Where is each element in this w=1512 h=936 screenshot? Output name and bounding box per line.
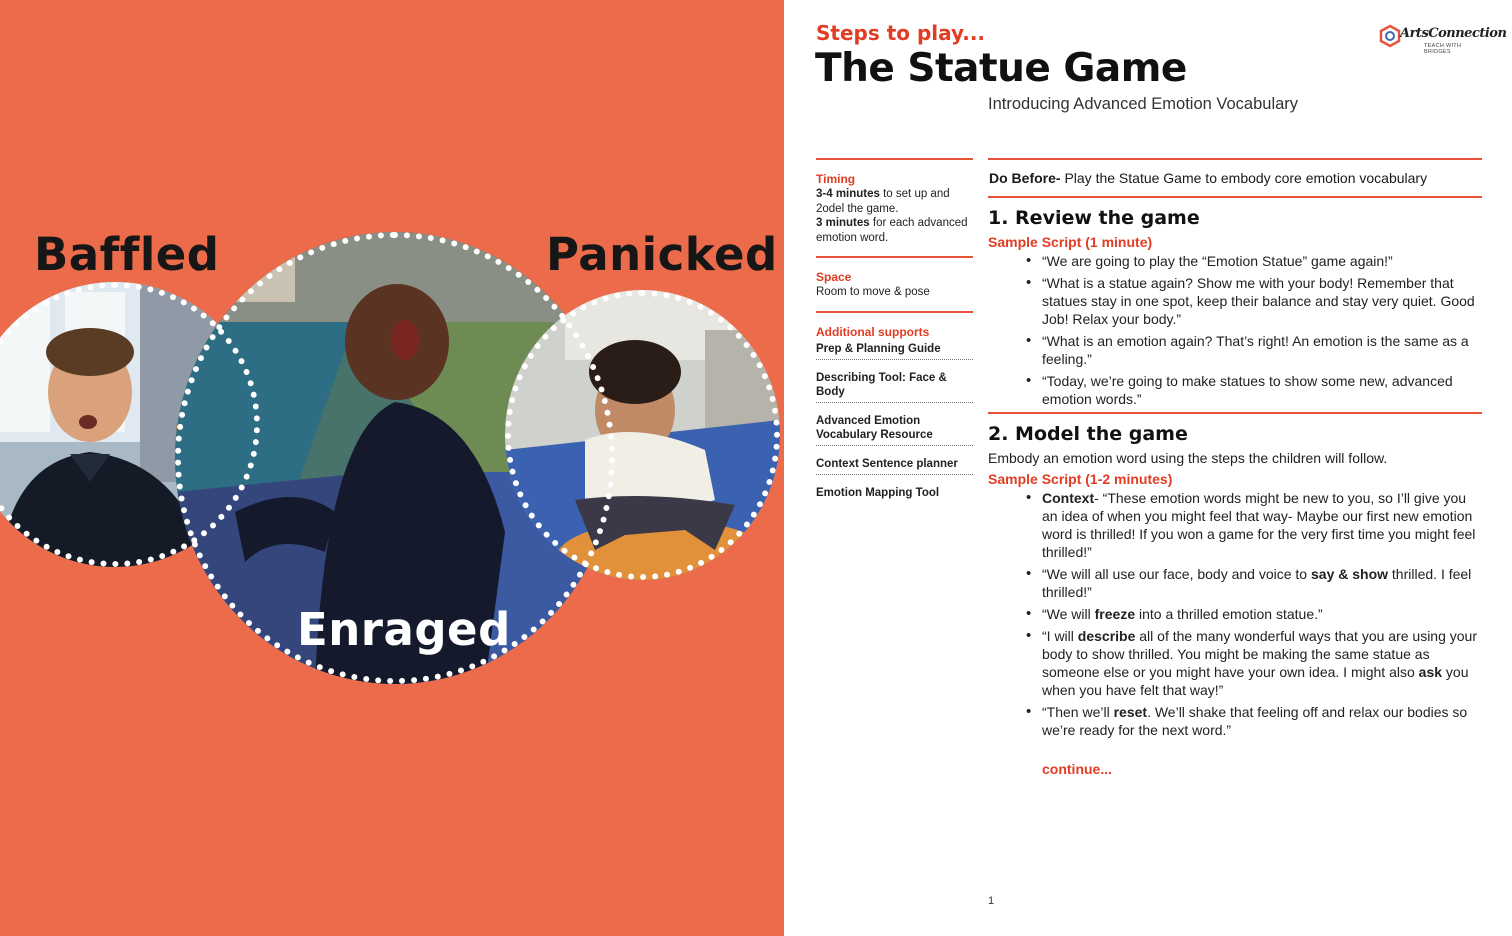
continue-link[interactable]: continue... — [1042, 761, 1112, 777]
bullet-text: - “These emotion words might be new to you, so I’ll give you an idea of when you might feel that way- Maybe our first new emotion word is thrilled! If you won a game for the very first time you might feel thrilled!” — [1042, 490, 1476, 560]
bullet-strong: ask — [1418, 664, 1443, 680]
page-title: The Statue Game — [815, 46, 1187, 91]
section-review-bullets — [1026, 252, 1482, 408]
link-emotion-mapping-tool[interactable]: Emotion Mapping Tool — [816, 486, 940, 499]
bullet-text: thrilled. I feel thrilled!” — [1042, 566, 1472, 600]
link-advanced-emotion-resource[interactable]: Advanced Emotion Vocabulary Resource — [816, 412, 973, 446]
space-block — [816, 256, 973, 311]
kicker-text: Steps to play... — [816, 21, 986, 45]
timing-label: Timing — [816, 172, 856, 186]
emotion-word-panicked: Panicked — [546, 228, 778, 281]
sidebar — [816, 158, 973, 523]
list-item: • “What is a statue again? Show me with your body! Remember that statues stay in one spot, keep their balance and stay very quiet. Good Job! Relax your body.” — [1026, 274, 1482, 328]
bullet-strong: describe — [1077, 628, 1136, 644]
do-before — [988, 160, 1482, 196]
timing-setup-text: to set up and 2odel the game. — [816, 188, 950, 215]
bullet-text: “We will — [1042, 606, 1095, 622]
bullet-text: into a thrilled emotion statue.” — [1135, 606, 1323, 622]
page-subtitle: Introducing Advanced Emotion Vocabulary — [988, 95, 1299, 113]
photo-panicked-child — [505, 290, 780, 580]
list-item — [1026, 627, 1482, 699]
do-before-text: Play the Statue Game to embody core emotion vocabulary — [1060, 170, 1428, 186]
list-item — [1026, 565, 1482, 601]
bullet-text: all of the many wonderful ways that you are using your body to show thrilled. You might be making the same statue as someone else or you might have your own idea. I might also — [1042, 628, 1478, 680]
section-model-title: 2. Model the game — [988, 423, 1188, 445]
bullet-strong: say & show — [1311, 566, 1389, 582]
link-describing-tool[interactable]: Describing Tool: Face & Body — [816, 369, 973, 403]
logo-wordmark: ArtsConnection — [1400, 26, 1507, 41]
bullet-strong: Context — [1042, 490, 1095, 506]
do-before-label: Do Before- — [989, 170, 1061, 186]
list-item: • “We are going to play the “Emotion Statue” game again!” — [1026, 252, 1482, 270]
lesson-page — [784, 0, 1512, 936]
section-model-bullets — [1026, 489, 1482, 739]
timing-setup-duration: 3-4 minutes — [816, 188, 880, 200]
bullet-strong: freeze — [1094, 606, 1136, 622]
timing-block — [816, 158, 973, 256]
section-review-title: 1. Review the game — [988, 207, 1200, 229]
list-item: • “What is an emotion again? That’s right! An emotion is the same as a feeling.” — [1026, 332, 1482, 368]
list-item: • “Today, we’re going to make statues to show some new, advanced emotion words.” — [1026, 372, 1482, 408]
bullet-strong: reset — [1113, 704, 1148, 720]
timing-word-duration: 3 minutes — [816, 217, 870, 229]
space-text: Room to move & pose — [816, 286, 930, 298]
bullet-text: “Then we’ll — [1042, 704, 1114, 720]
logo-tagline: TEACH WITH BRIDGES — [1424, 43, 1462, 55]
bullet-text: “We will all use our face, body and voice to — [1042, 566, 1311, 582]
list-item — [1026, 489, 1482, 561]
page-number: 1 — [988, 895, 995, 907]
section-model-intro: Embody an emotion word using the steps the children will follow. — [988, 450, 1388, 466]
section-review-script-label: Sample Script (1 minute) — [988, 234, 1153, 250]
link-prep-planning-guide[interactable]: Prep & Planning Guide — [816, 340, 973, 360]
main-content — [988, 158, 1482, 777]
bullet-text: “I will — [1042, 628, 1078, 644]
supports-label: Additional supports — [816, 324, 930, 339]
list-item — [1026, 703, 1482, 739]
supports-block — [816, 311, 973, 523]
emotion-word-enraged: Enraged — [297, 603, 511, 656]
link-context-sentence-planner[interactable]: Context Sentence planner — [816, 455, 973, 475]
emotion-word-baffled: Baffled — [34, 228, 220, 281]
bullet-text: . We’ll shake that feeling off and relax our bodies so we’re ready for the next word.” — [1042, 704, 1468, 738]
list-item — [1026, 605, 1482, 623]
bullet-text: you when you have felt that way!” — [1042, 664, 1469, 698]
timing-word-text: for each advanced emotion word. — [816, 217, 968, 244]
section-model-script-label: Sample Script (1-2 minutes) — [988, 471, 1173, 487]
space-label: Space — [816, 270, 852, 284]
timing-text — [816, 187, 973, 245]
artsconnection-logo — [1378, 22, 1507, 55]
